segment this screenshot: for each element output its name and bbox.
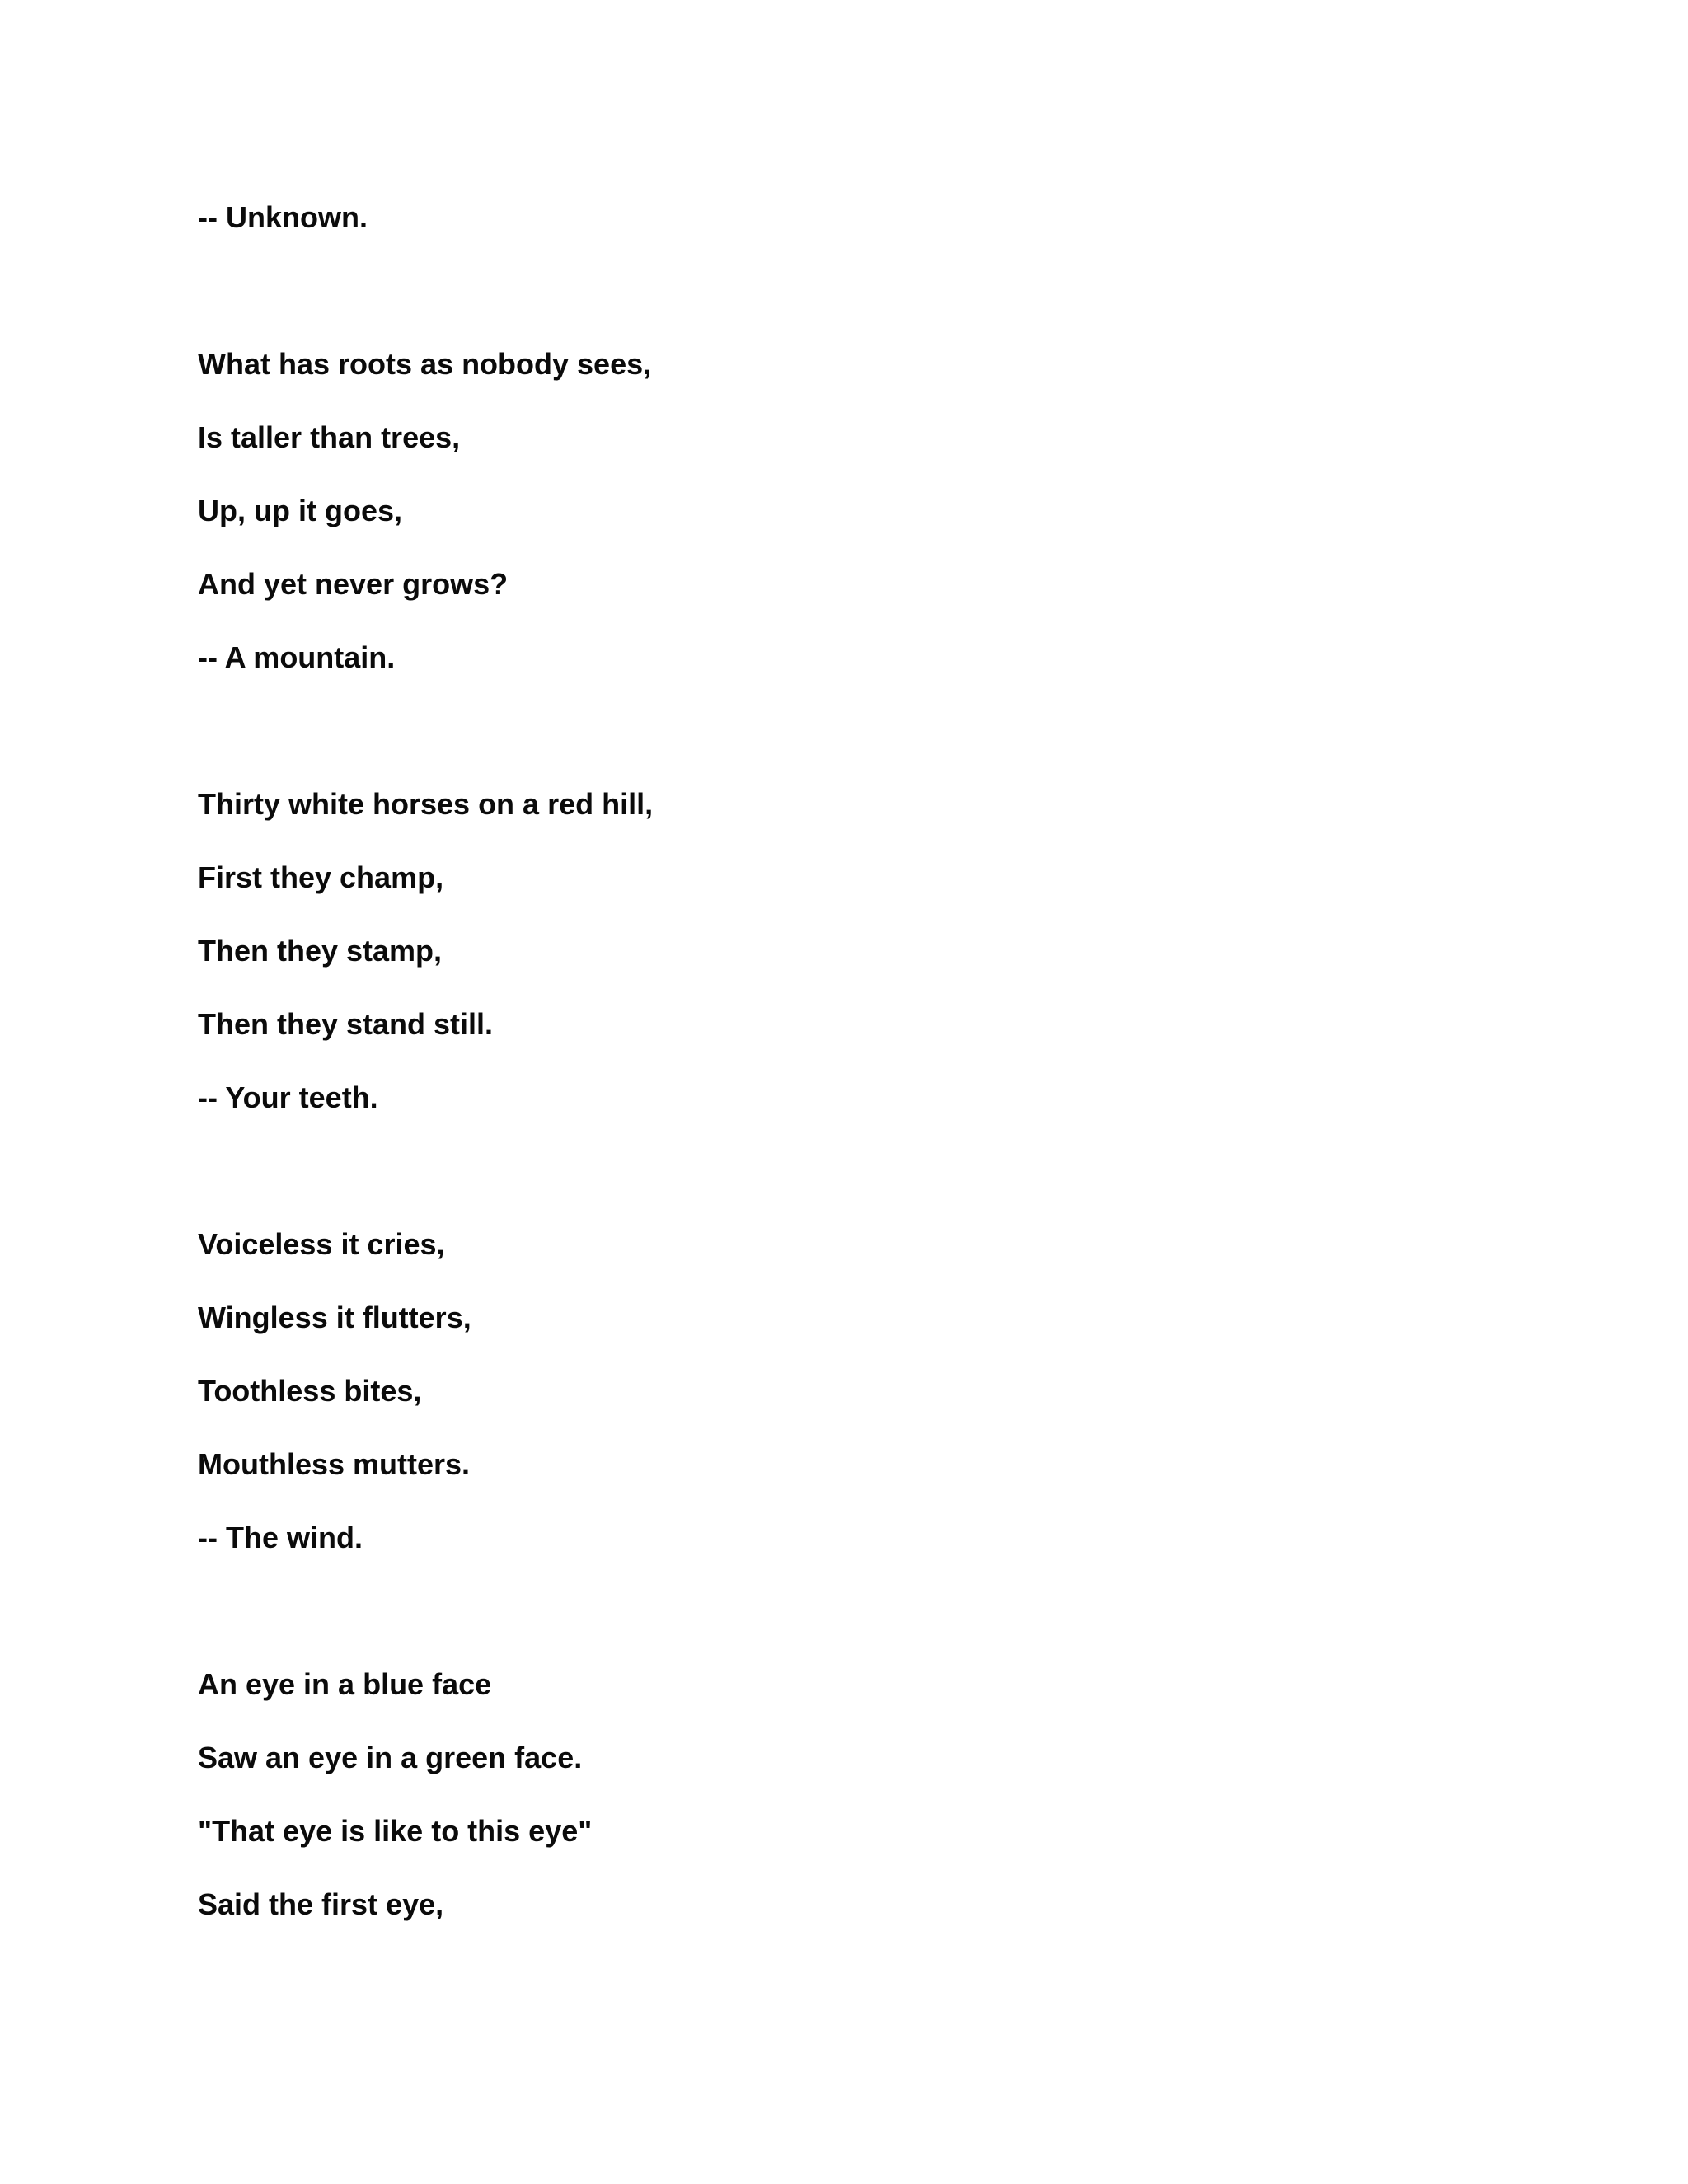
riddle-line: Mouthless mutters. <box>198 1447 471 1481</box>
riddle-line: Wingless it flutters, <box>198 1301 471 1334</box>
answer-line: -- A mountain. <box>198 640 396 674</box>
riddle-line: Then they stamp, <box>198 934 443 968</box>
riddle-line: "That eye is like to this eye" <box>198 1814 593 1848</box>
riddle-line: Toothless bites, <box>198 1374 422 1408</box>
riddle-line: Said the first eye, <box>198 1887 444 1921</box>
answer-line: -- Your teeth. <box>198 1080 378 1114</box>
riddle-line: Voiceless it cries, <box>198 1227 445 1261</box>
riddle-line: Saw an eye in a green face. <box>198 1741 583 1774</box>
riddle-line: Up, up it goes, <box>198 494 402 527</box>
riddle-line: Thirty white horses on a red hill, <box>198 787 654 821</box>
riddle-line: An eye in a blue face <box>198 1667 492 1701</box>
riddle-line: And yet never grows? <box>198 567 509 601</box>
riddle-line: Is taller than trees, <box>198 420 461 454</box>
riddle-line: First they champ, <box>198 860 444 894</box>
attribution-line: -- Unknown. <box>198 200 368 234</box>
riddle-line: Then they stand still. <box>198 1007 494 1041</box>
answer-line: -- The wind. <box>198 1521 363 1554</box>
riddle-line: What has roots as nobody sees, <box>198 347 652 381</box>
